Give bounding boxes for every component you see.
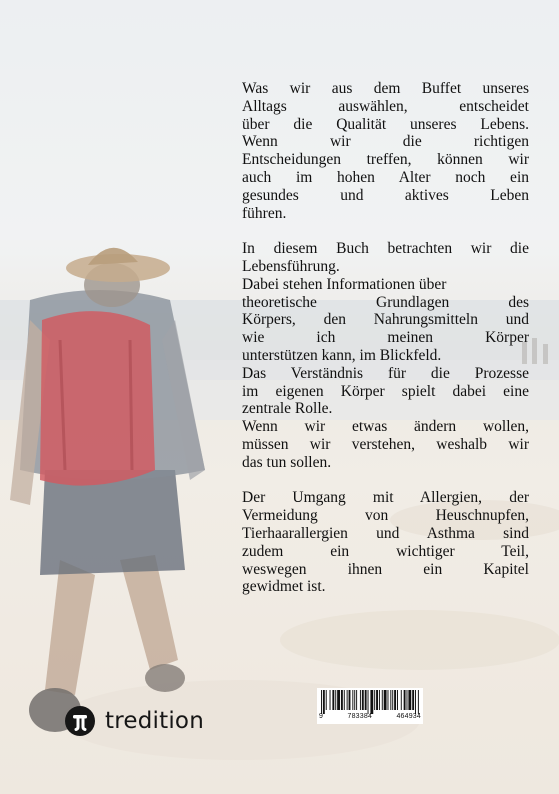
barcode-bar xyxy=(337,690,340,710)
barcode-bar xyxy=(404,690,406,710)
barcode-bar xyxy=(392,690,393,710)
blurb-line: Körpers, den Nahrungsmitteln und xyxy=(242,311,529,329)
barcode-bar xyxy=(354,690,355,710)
blurb-line: Tierhaarallergien und Asthma sind xyxy=(242,524,529,542)
blurb-line: Wenn wir die richtigen xyxy=(242,133,529,151)
barcode-bar xyxy=(352,690,353,710)
barcode-bar xyxy=(344,690,345,710)
barcode-bar xyxy=(321,690,322,714)
barcode-bar xyxy=(370,690,373,714)
blurb-line: Vermeidung von Heuschnupfen, xyxy=(242,507,529,525)
tredition-logo-icon xyxy=(65,706,95,736)
barcode-bar xyxy=(401,690,402,710)
isbn-barcode xyxy=(317,688,423,724)
barcode-bar xyxy=(394,690,396,710)
barcode-bar xyxy=(397,690,398,710)
blurb-line: unterstützen kann, im Blickfeld. xyxy=(242,346,442,364)
barcode-bar xyxy=(390,690,391,710)
barcode-bar xyxy=(356,690,357,710)
blurb-line: müssen wir verstehen, weshalb wir xyxy=(242,435,529,453)
blurb-line: auch im hohen Alter noch ein xyxy=(242,168,529,186)
blurb-line: wie ich meinen Körper xyxy=(242,329,529,347)
barcode-bar xyxy=(362,690,364,710)
barcode-bar xyxy=(330,690,331,710)
blurb-line: das tun sollen. xyxy=(242,453,332,471)
blurb-paragraph-2 xyxy=(242,240,529,471)
blurb-line: gewidmet ist. xyxy=(242,578,326,596)
blurb-line: zentrale Rolle. xyxy=(242,400,333,418)
barcode-bar xyxy=(335,690,336,710)
blurb-line: Alltags auswählen, entscheidet xyxy=(242,97,529,115)
barcode-bar xyxy=(360,690,361,710)
blurb-line: führen. xyxy=(242,204,287,222)
barcode-bar xyxy=(384,690,387,710)
barcode-bar xyxy=(415,690,416,714)
publisher-name: tredition xyxy=(105,708,204,734)
barcode-bar xyxy=(349,690,351,710)
barcode-bar xyxy=(388,690,389,710)
blurb-line: In diesem Buch betrachten wir die xyxy=(242,240,529,258)
barcode-digits xyxy=(319,713,421,720)
blurb-line: über die Qualität unseres Lebens. xyxy=(242,115,529,133)
barcode-bar xyxy=(376,690,378,710)
blurb-line: im eigenen Körper spielt dabei eine xyxy=(242,382,529,400)
barcode-bar xyxy=(323,690,325,714)
barcode-bar xyxy=(368,690,369,714)
blurb-paragraph-3 xyxy=(242,489,529,596)
barcode-bar xyxy=(326,690,327,710)
blurb-line: Dabei stehen Informationen über xyxy=(242,275,447,293)
blurb-line: Wenn wir etwas ändern wollen, xyxy=(242,418,529,436)
barcode-bar xyxy=(347,690,348,710)
barcode-bar xyxy=(332,690,334,710)
barcode-bar xyxy=(412,690,414,710)
blurb-line: zudem ein wichtiger Teil, xyxy=(242,542,529,560)
barcode-digit-group-2: 464934 xyxy=(396,713,421,720)
blurb-line: weswegen ihnen ein Kapitel xyxy=(242,560,529,578)
barcode-bar xyxy=(365,690,367,710)
blurb-line: gesundes und aktives Leben xyxy=(242,186,529,204)
blurb-line: theoretische Grundlagen des xyxy=(242,293,529,311)
publisher-logo xyxy=(65,706,204,736)
barcode-bar xyxy=(382,690,383,710)
blurb-line: Entscheidungen treffen, können wir xyxy=(242,151,529,169)
barcode-digit-lead: 9 xyxy=(319,713,324,720)
barcode-digit-group-1: 783384 xyxy=(347,713,373,720)
blurb-paragraph-1 xyxy=(242,80,529,222)
barcode-bar xyxy=(407,690,408,710)
blurb-line: Der Umgang mit Allergien, der xyxy=(242,489,529,507)
blurb-line: Was wir aus dem Buffet unseres xyxy=(242,80,529,97)
barcode-bar xyxy=(408,690,411,710)
blurb xyxy=(242,80,529,614)
barcode-bar xyxy=(418,690,419,714)
blurb-line: Das Verständnis für die Prozesse xyxy=(242,364,529,382)
barcode-bar xyxy=(341,690,343,710)
barcode-bar xyxy=(374,690,375,710)
barcode-bar xyxy=(379,690,380,710)
blurb-line: Lebensführung. xyxy=(242,257,340,275)
barcode-bars xyxy=(317,688,423,714)
